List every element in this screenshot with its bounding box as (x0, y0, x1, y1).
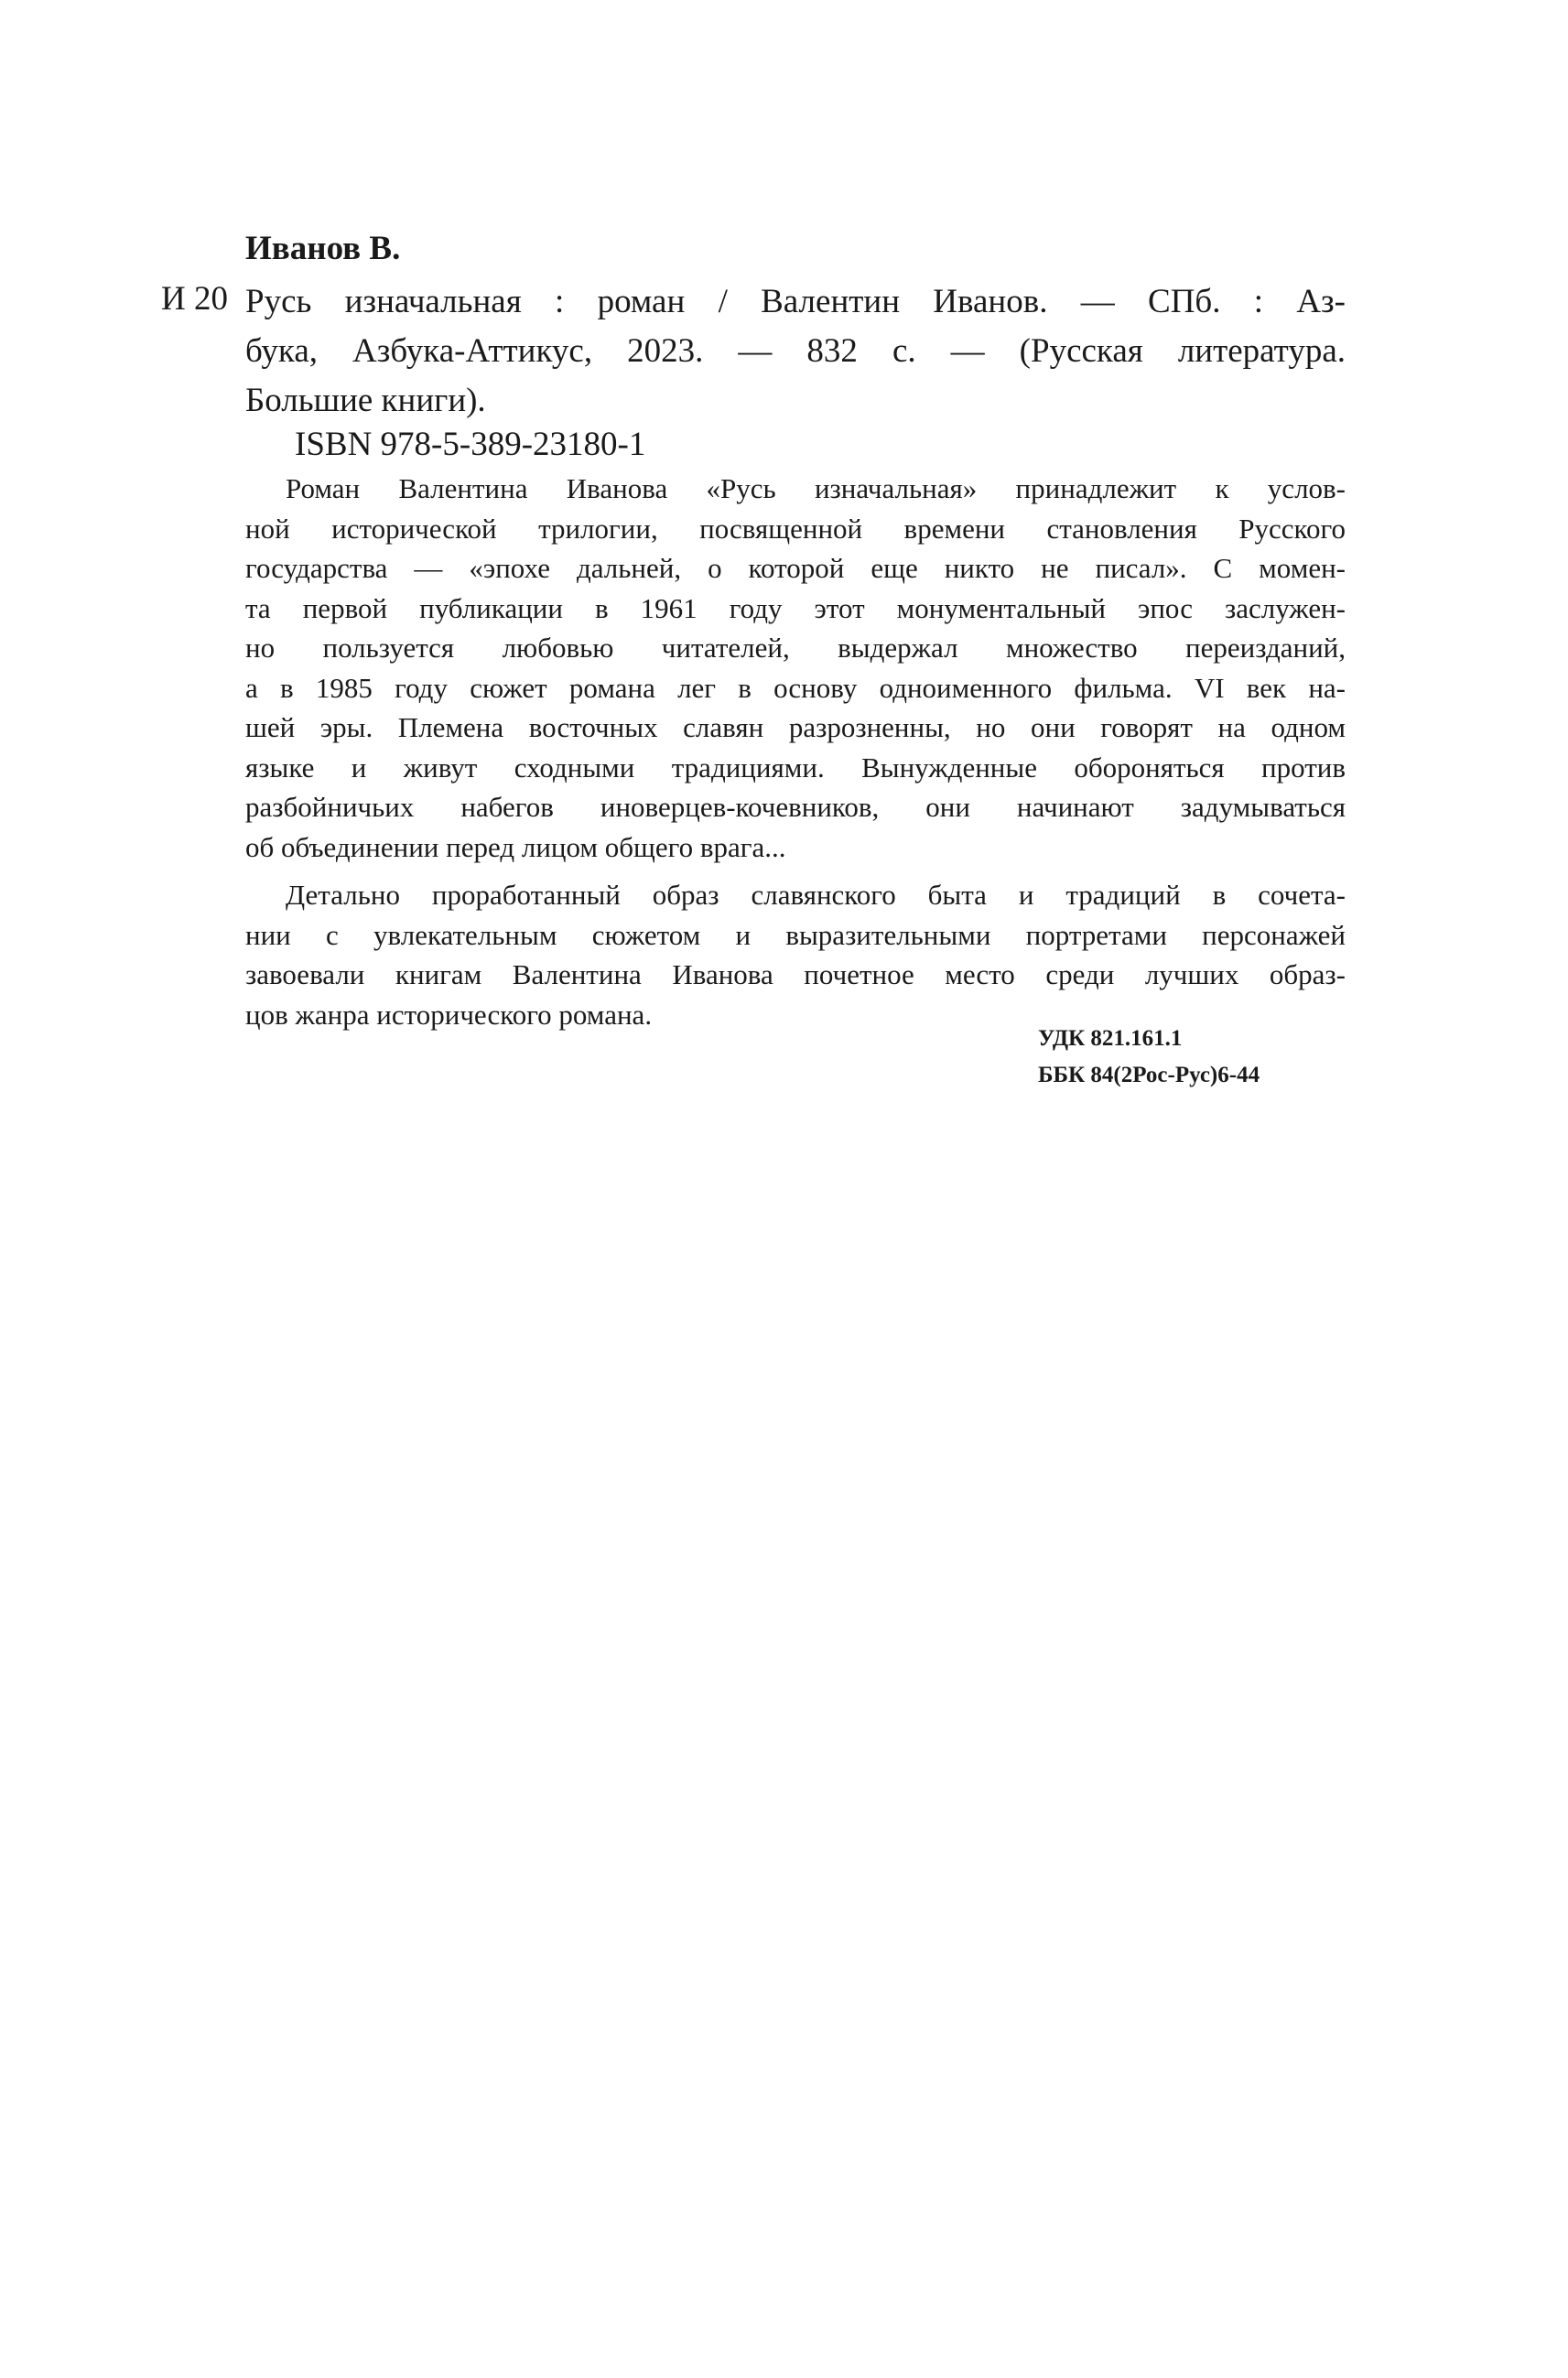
annotation-line: разбойничьих набегов иноверцев-кочевников, они начинают задумываться (245, 791, 1346, 823)
annotation-line: Детально проработанный образ славянского быта и традиций в сочета- (286, 879, 1346, 911)
annotation (245, 469, 1346, 1034)
annotation-line: Роман Валентина Иванова «Русь изначальная» принадлежит к услов- (286, 472, 1346, 504)
entry-line: бука, Азбука-Аттикус, 2023. — 832 с. — (Русская литература. (245, 332, 1346, 370)
annotation-line: шей эры. Племена восточных славян разрозненны, но они говорят на одном (245, 711, 1346, 743)
annotation-line: языке и живут сходными традициями. Вынужденные обороняться против (245, 751, 1346, 784)
annotation-line: государства — «эпохе дальней, о которой еще никто не писал». С момен- (245, 552, 1346, 584)
annotation-line: та первой публикации в 1961 году этот монументальный эпос заслужен- (245, 591, 1346, 624)
author-mark-code: И 20 (161, 280, 228, 318)
annotation-line: а в 1985 году сюжет романа лег в основу одноименного фильма. VI век на- (245, 671, 1346, 704)
annotation-line: нии с увлекательным сюжетом и выразительными портретами персонажей (245, 918, 1346, 951)
author-heading: Иванов В. (245, 230, 401, 267)
entry-line: Русь изначальная : роман / Валентин Иванов. — СПб. : Аз- (245, 283, 1346, 320)
entry-line: Большие книги). (245, 382, 486, 419)
annotation-line: ной исторической трилогии, посвященной времени становления Русского (245, 512, 1346, 545)
annotation-line: цов жанра исторического романа. (245, 998, 653, 1031)
annotation-line: завоевали книгам Валентина Иванова почетное место среди лучших образ- (245, 958, 1346, 990)
classification-codes (1038, 1021, 1260, 1094)
isbn: ISBN 978-5-389-23180-1 (295, 426, 646, 463)
bibliographic-entry (245, 277, 1346, 426)
annotation-line: но пользуется любовью читателей, выдержал множество переизданий, (245, 632, 1346, 664)
udk-code: УДК 821.161.1 (1038, 1026, 1183, 1051)
bbk-code: ББК 84(2Рос-Рус)6-44 (1038, 1063, 1260, 1087)
annotation-line: об объединении перед лицом общего врага... (245, 830, 786, 863)
